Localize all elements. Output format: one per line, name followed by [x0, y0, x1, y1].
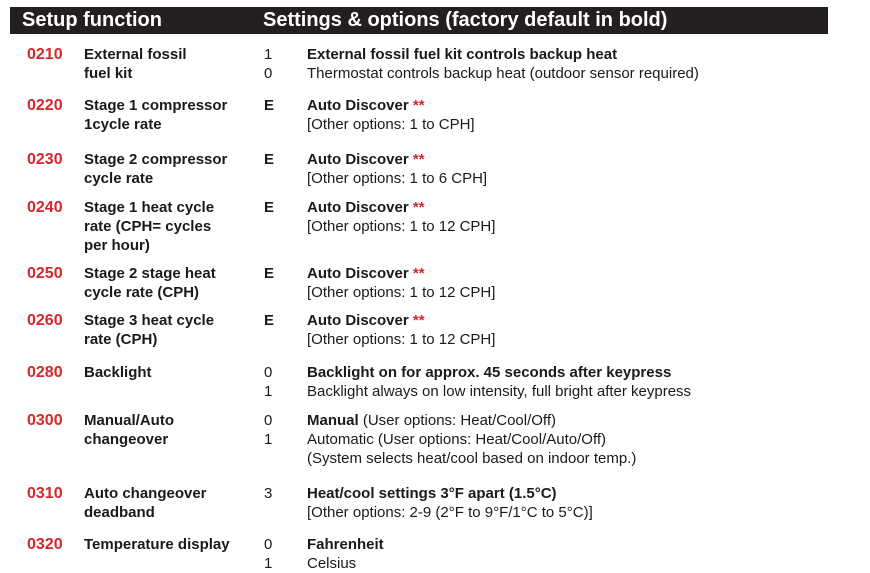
- setup-code: 0280: [27, 364, 63, 381]
- asterisk-note-marker: **: [408, 312, 425, 329]
- setup-function-name: Stage 3 heat cycle rate (CPH): [84, 312, 215, 348]
- setup-function-name: Backlight: [84, 364, 152, 381]
- setup-function-name: Manual/Auto changeover: [84, 412, 174, 448]
- setup-function-name: Stage 2 stage heat cycle rate (CPH): [84, 265, 216, 301]
- option-description: Automatic (User options: Heat/Cool/Auto/Off): [307, 431, 607, 448]
- setup-function-name: Temperature display: [84, 536, 230, 553]
- option-value: E: [264, 199, 275, 216]
- option-value: 1: [264, 46, 273, 63]
- setup-function-name: Auto changeover deadband: [84, 485, 207, 521]
- setup-function-name: Stage 2 compressor cycle rate: [84, 151, 228, 187]
- option-value: 0: [264, 412, 273, 429]
- option-description: Auto Discover **: [307, 265, 425, 282]
- setup-code: 0310: [27, 485, 63, 502]
- option-description: Auto Discover **: [307, 312, 425, 329]
- table-header: [10, 7, 828, 34]
- setup-code: 0240: [27, 199, 63, 216]
- setup-function-name: Stage 1 compressor 1cycle rate: [84, 97, 228, 133]
- setup-code: 0250: [27, 265, 63, 282]
- option-value: 1: [264, 555, 273, 572]
- asterisk-note-marker: **: [408, 199, 425, 216]
- setup-function-name: External fossil fuel kit: [84, 46, 187, 82]
- setup-code: 0260: [27, 312, 63, 329]
- option-description: [Other options: 1 to 12 CPH]: [307, 284, 496, 301]
- option-description: Manual (User options: Heat/Cool/Off): [307, 412, 556, 429]
- option-value: E: [264, 312, 275, 329]
- option-description: [Other options: 1 to CPH]: [307, 116, 475, 133]
- option-description: Auto Discover **: [307, 199, 425, 216]
- setup-code: 0320: [27, 536, 63, 553]
- option-description: Celsius: [307, 555, 357, 572]
- option-description: (System selects heat/cool based on indoor temp.): [307, 450, 637, 467]
- option-value: E: [264, 265, 275, 282]
- option-description: Backlight on for approx. 45 seconds after keypress: [307, 364, 672, 381]
- option-value: 0: [264, 65, 273, 82]
- option-value: E: [264, 151, 275, 168]
- option-description: [Other options: 1 to 6 CPH]: [307, 170, 488, 187]
- option-description: Auto Discover **: [307, 151, 425, 168]
- asterisk-note-marker: **: [408, 97, 425, 114]
- option-description: [Other options: 2-9 (2°F to 9°F/1°C to 5°C)]: [307, 504, 593, 521]
- header-setup-function: Setup function: [22, 9, 162, 31]
- option-description: Backlight always on low intensity, full bright after keypress: [307, 383, 692, 400]
- asterisk-note-marker: **: [408, 265, 425, 282]
- option-description: Fahrenheit: [307, 536, 384, 553]
- setup-function-name: Stage 1 heat cycle rate (CPH= cycles per hour): [84, 199, 215, 254]
- option-description: [Other options: 1 to 12 CPH]: [307, 331, 496, 348]
- setup-code: 0300: [27, 412, 63, 429]
- asterisk-note-marker: **: [408, 151, 425, 168]
- option-value: 1: [264, 383, 273, 400]
- option-description: External fossil fuel kit controls backup heat: [307, 46, 618, 63]
- option-description: Thermostat controls backup heat (outdoor sensor required): [307, 65, 699, 82]
- option-description: [Other options: 1 to 12 CPH]: [307, 218, 496, 235]
- option-description: Auto Discover **: [307, 97, 425, 114]
- option-description: Heat/cool settings 3°F apart (1.5°C): [307, 485, 557, 502]
- setup-code: 0230: [27, 151, 63, 168]
- option-value: 3: [264, 485, 273, 502]
- option-value: 0: [264, 364, 273, 381]
- option-value: 1: [264, 431, 273, 448]
- setup-code: 0220: [27, 97, 63, 114]
- setup-code: 0210: [27, 46, 63, 63]
- option-value: E: [264, 97, 275, 114]
- header-settings-options: Settings & options (factory default in bold): [263, 9, 668, 31]
- option-value: 0: [264, 536, 273, 553]
